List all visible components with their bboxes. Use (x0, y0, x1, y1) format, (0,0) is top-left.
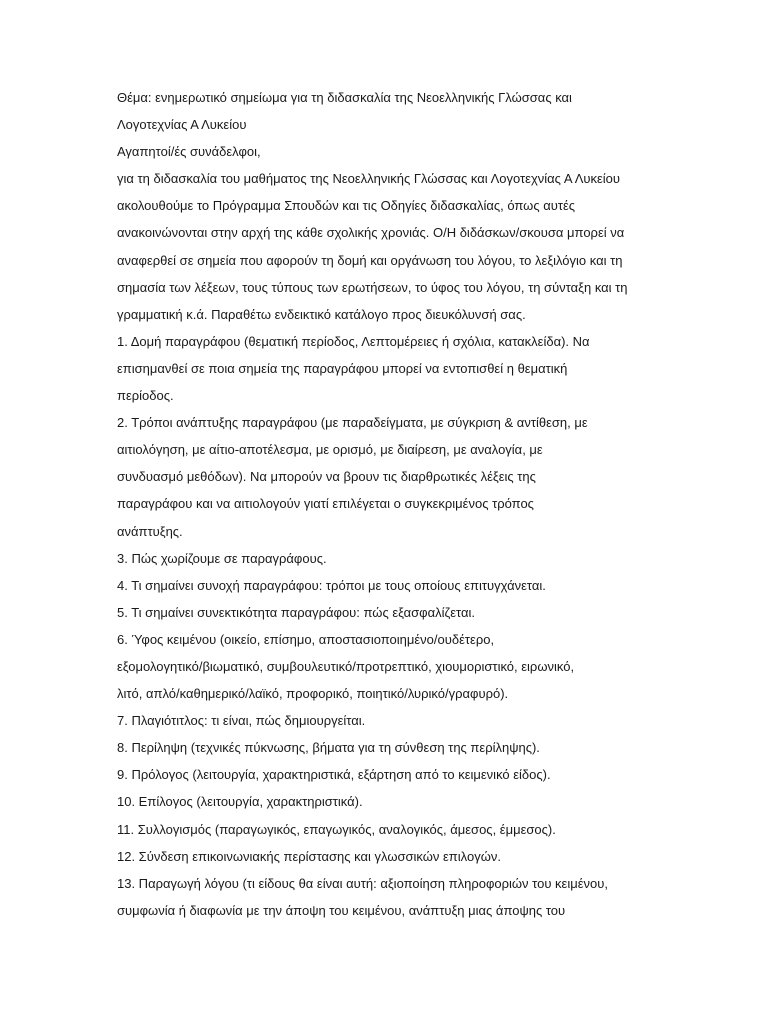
text-line: Λογοτεχνίας Α Λυκείου (117, 117, 247, 133)
text-line: 13. Παραγωγή λόγου (τι είδους θα είναι αυτή: αξιοποίηση πληροφοριών του κειμένου, (117, 875, 608, 891)
text-line: 8. Περίληψη (τεχνικές πύκνωσης, βήματα για τη σύνθεση της περίληψης). (117, 740, 540, 756)
text-line: 10. Επίλογος (λειτουργία, χαρακτηριστικά). (117, 794, 363, 810)
text-line: σημασία των λέξεων, τους τύπους των ερωτήσεων, το ύφος του λόγου, τη σύνταξη και τη (117, 279, 628, 295)
text-line: 9. Πρόλογος (λειτουργία, χαρακτηριστικά, εξάρτηση από το κειμενικό είδος). (117, 767, 551, 783)
text-line: 7. Πλαγιότιτλος: τι είναι, πώς δημιουργείται. (117, 713, 366, 729)
text-line: συμφωνία ή διαφωνία με την άποψη του κειμένου, ανάπτυξη μιας άποψης του (117, 902, 566, 918)
text-line: συνδυασμό μεθόδων). Να μπορούν να βρουν τις διαρθρωτικές λέξεις της (117, 469, 536, 485)
text-line: 1. Δομή παραγράφου (θεματική περίοδος, Λεπτομέρειες ή σχόλια, κατακλείδα). Να (117, 333, 590, 349)
text-line: εξομολογητικό/βιωματικό, συμβουλευτικό/προτρεπτικό, χιουμοριστικό, ειρωνικό, (117, 658, 575, 674)
text-line: περίοδος. (117, 388, 174, 404)
text-line: Αγαπητοί/ές συνάδελφοι, (117, 144, 261, 160)
text-line: αιτιολόγηση, με αίτιο-αποτέλεσμα, με ορισμό, με διαίρεση, με αναλογία, με (117, 442, 543, 458)
text-line: Θέμα: ενημερωτικό σημείωμα για τη διδασκαλία της Νεοελληνικής Γλώσσας και (117, 90, 572, 105)
text-line: 5. Τι σημαίνει συνεκτικότητα παραγράφου: πώς εξασφαλίζεται. (117, 604, 475, 620)
text-line: 2. Τρόποι ανάπτυξης παραγράφου (με παραδείγματα, με σύγκριση & αντίθεση, με (117, 415, 588, 431)
text-line: 3. Πώς χωρίζουμε σε παραγράφους. (117, 550, 327, 566)
text-line: 6. Ύφος κειμένου (οικείο, επίσημο, αποστασιοποιημένο/ουδέτερο, (117, 631, 495, 647)
text-line: ανάπτυξης. (117, 523, 183, 539)
text-line: ακολουθούμε το Πρόγραμμα Σπουδών και τις Οδηγίες διδασκαλίας, όπως αυτές (117, 198, 576, 214)
text-line: παραγράφου και να αιτιολογούν γιατί επιλέγεται ο συγκεκριμένος τρόπος (117, 496, 534, 512)
document-body (117, 84, 677, 924)
text-line: επισημανθεί σε ποια σημεία της παραγράφου μπορεί να εντοπισθεί η θεματική (117, 360, 568, 376)
text-line: γραμματική κ.ά. Παραθέτω ενδεικτικό κατάλογο προς διευκόλυνσή σας. (117, 306, 526, 322)
text-line: αναφερθεί σε σημεία που αφορούν τη δομή και οργάνωση του λόγου, το λεξιλόγιο και τη (117, 252, 623, 268)
text-line: 12. Σύνδεση επικοινωνιακής περίστασης και γλωσσικών επιλογών. (117, 848, 501, 864)
text-line: για τη διδασκαλία του μαθήματος της Νεοελληνικής Γλώσσας και Λογοτεχνίας Α Λυκείου (117, 171, 621, 187)
text-line: 4. Τι σημαίνει συνοχή παραγράφου: τρόποι με τους οποίους επιτυγχάνεται. (117, 577, 546, 593)
text-line: ανακοινώνονται στην αρχή της κάθε σχολικής χρονιάς. Ο/Η διδάσκων/σκουσα μπορεί να (117, 225, 625, 241)
text-line: 11. Συλλογισμός (παραγωγικός, επαγωγικός, αναλογικός, άμεσος, έμμεσος). (117, 821, 556, 837)
text-line: λιτό, απλό/καθημερικό/λαϊκό, προφορικό, ποιητικό/λυρικό/γραφυρό). (117, 686, 509, 702)
